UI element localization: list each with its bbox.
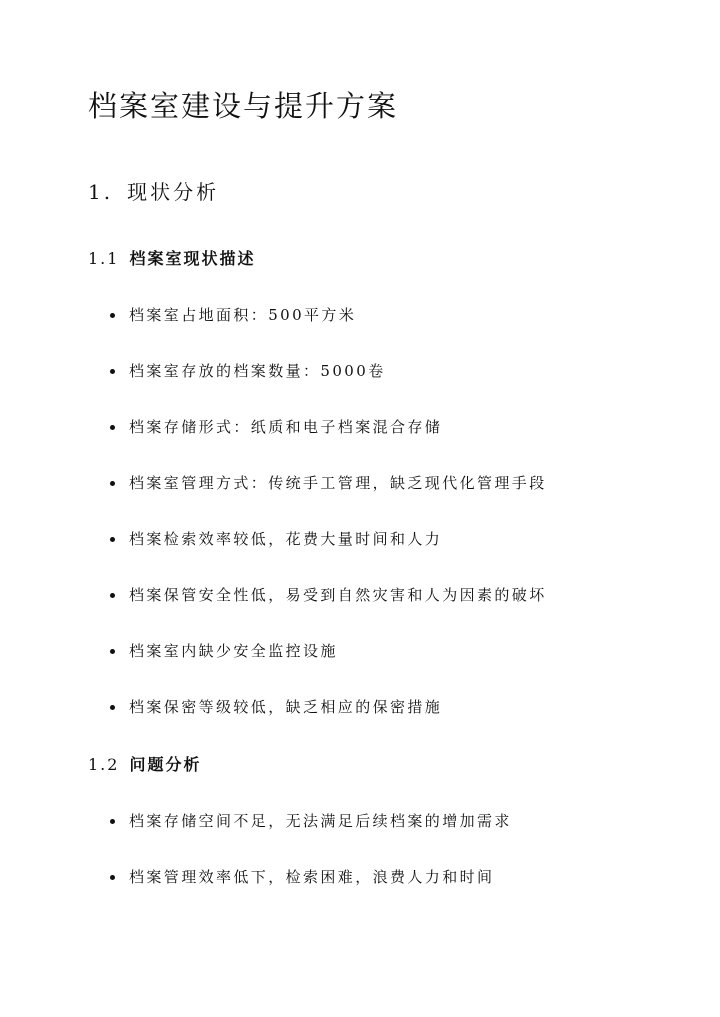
section-heading-1 bbox=[88, 176, 219, 205]
list-item bbox=[110, 304, 356, 325]
subsection-heading-1-2 bbox=[88, 752, 201, 775]
list-item bbox=[110, 360, 386, 381]
list-item-text: 档案保管安全性低，易受到自然灾害和人为因素的破坏 bbox=[129, 586, 547, 604]
list-item bbox=[110, 416, 442, 437]
list-item-text: 档案检索效率较低，花费大量时间和人力 bbox=[129, 530, 443, 548]
list-item-text: 档案室管理方式：传统手工管理，缺乏现代化管理手段 bbox=[129, 474, 547, 492]
list-item-text: 档案保密等级较低，缺乏相应的保密措施 bbox=[129, 698, 443, 716]
bullet-icon bbox=[110, 537, 115, 542]
list-item bbox=[110, 696, 442, 717]
bullet-icon bbox=[110, 819, 115, 824]
bullet-icon bbox=[110, 705, 115, 710]
list-item bbox=[110, 584, 547, 605]
subsection-heading-1-1 bbox=[88, 246, 255, 269]
bullet-icon bbox=[110, 593, 115, 598]
section-number: 1. bbox=[88, 180, 114, 204]
bullet-icon bbox=[110, 649, 115, 654]
list-item-text: 档案室内缺少安全监控设施 bbox=[129, 642, 338, 660]
list-item-text: 档案存储形式：纸质和电子档案混合存储 bbox=[129, 418, 443, 436]
section-title: 现状分析 bbox=[127, 180, 220, 204]
subsection-number: 1.2 bbox=[88, 755, 120, 774]
bullet-icon bbox=[110, 481, 115, 486]
bullet-icon bbox=[110, 875, 115, 880]
list-item bbox=[110, 528, 442, 549]
list-item-text: 档案室占地面积：500平方米 bbox=[129, 306, 357, 324]
list-item bbox=[110, 640, 338, 661]
list-item-text: 档案存储空间不足，无法满足后续档案的增加需求 bbox=[129, 812, 512, 830]
subsection-number: 1.1 bbox=[88, 249, 120, 268]
subsection-title: 问题分析 bbox=[129, 755, 202, 774]
document-title: 档案室建设与提升方案 bbox=[88, 89, 399, 123]
list-item bbox=[110, 866, 494, 887]
list-item bbox=[110, 810, 512, 831]
bullet-icon bbox=[110, 369, 115, 374]
list-item-text: 档案管理效率低下，检索困难，浪费人力和时间 bbox=[129, 868, 495, 886]
list-item bbox=[110, 472, 547, 493]
bullet-icon bbox=[110, 313, 115, 318]
subsection-title: 档案室现状描述 bbox=[129, 249, 256, 268]
bullet-icon bbox=[110, 425, 115, 430]
list-item-text: 档案室存放的档案数量：5000卷 bbox=[129, 362, 386, 380]
